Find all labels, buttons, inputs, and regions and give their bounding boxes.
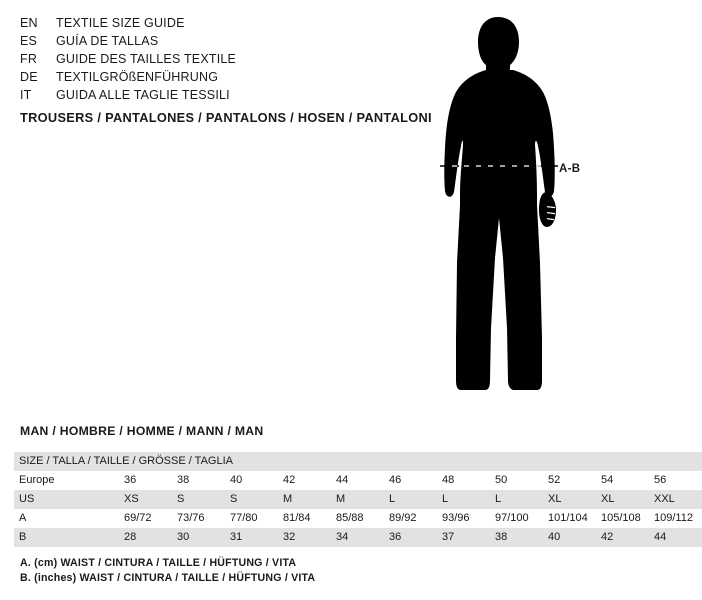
row-label-us: US (19, 493, 35, 505)
silhouette-figure (400, 8, 600, 408)
size-table (14, 452, 702, 547)
language-text-fr: GUIDE DES TAILLES TEXTILE (56, 52, 237, 66)
measure-label-ab: A-B (559, 163, 581, 175)
cell: XL (601, 493, 615, 505)
language-code-es: ES (20, 34, 38, 48)
cell (596, 452, 649, 471)
cell: 38 (177, 474, 190, 486)
cell (384, 452, 437, 471)
cell: 34 (336, 531, 349, 543)
cell: 101/104 (548, 512, 588, 524)
cell: 40 (548, 531, 561, 543)
cell: 42 (283, 474, 296, 486)
cell (490, 452, 543, 471)
cell: 40 (230, 474, 243, 486)
cell: L (442, 493, 449, 505)
row-label-europe: Europe (19, 474, 55, 486)
cell (331, 452, 384, 471)
cell (543, 452, 596, 471)
cell: XS (124, 493, 139, 505)
cell: XXL (654, 493, 675, 505)
cell: 89/92 (389, 512, 417, 524)
language-code-en: EN (20, 16, 38, 30)
cell: 44 (654, 531, 667, 543)
footnote-b: B. (inches) WAIST / CINTURA / TAILLE / HÜFTUNG / VITA (20, 572, 316, 584)
cell: 52 (548, 474, 561, 486)
cell: 32 (283, 531, 296, 543)
language-code-fr: FR (20, 52, 38, 66)
row-label-a: A (19, 512, 27, 524)
cell: 48 (442, 474, 455, 486)
cell: 109/112 (654, 512, 693, 524)
cell: 54 (601, 474, 614, 486)
cell: L (389, 493, 396, 505)
cell: 28 (124, 531, 137, 543)
cell (278, 452, 331, 471)
row-label-size: SIZE / TALLA / TAILLE / GRÖSSE / TAGLIA (19, 455, 233, 467)
table-row (14, 528, 702, 547)
cell: 56 (654, 474, 667, 486)
cell: 93/96 (442, 512, 470, 524)
cell: 69/72 (124, 512, 152, 524)
footnote-a: A. (cm) WAIST / CINTURA / TAILLE / HÜFTUNG / VITA (20, 557, 297, 569)
cell (649, 452, 702, 471)
cell: 36 (124, 474, 137, 486)
table-section-title: MAN / HOMBRE / HOMME / MANN / MAN (20, 424, 264, 438)
cell: 73/76 (177, 512, 205, 524)
cell: S (230, 493, 238, 505)
language-header-block (20, 16, 360, 106)
language-code-de: DE (20, 70, 38, 84)
footnotes-block (20, 556, 315, 586)
cell: 31 (230, 531, 243, 543)
language-text-es: GUÍA DE TALLAS (56, 34, 159, 48)
cell: 46 (389, 474, 402, 486)
cell: 105/108 (601, 512, 641, 524)
language-code-it: IT (20, 88, 32, 102)
cell: 97/100 (495, 512, 529, 524)
cell: 81/84 (283, 512, 311, 524)
man-silhouette-icon (400, 8, 600, 408)
cell: 37 (442, 531, 455, 543)
cell: XL (548, 493, 562, 505)
language-row-es (20, 34, 360, 52)
cell: 30 (177, 531, 190, 543)
cell: 85/88 (336, 512, 364, 524)
cell: 38 (495, 531, 508, 543)
row-label-b: B (19, 531, 27, 543)
language-text-de: TEXTILGRÖßENFÜHRUNG (56, 70, 219, 84)
language-row-en (20, 16, 360, 34)
language-row-fr (20, 52, 360, 70)
category-title: TROUSERS / PANTALONES / PANTALONS / HOSEN / PANTALONI (20, 110, 432, 125)
language-text-en: TEXTILE SIZE GUIDE (56, 16, 185, 30)
table-row (14, 490, 702, 509)
table-row (14, 471, 702, 490)
table-row (14, 452, 702, 471)
cell: 50 (495, 474, 508, 486)
language-row-de (20, 70, 360, 88)
cell: 42 (601, 531, 614, 543)
cell: L (495, 493, 502, 505)
cell (437, 452, 490, 471)
cell: M (336, 493, 346, 505)
cell: 36 (389, 531, 402, 543)
cell: S (177, 493, 185, 505)
language-row-it (20, 88, 360, 106)
cell: 44 (336, 474, 349, 486)
cell: M (283, 493, 293, 505)
cell: 77/80 (230, 512, 258, 524)
language-text-it: GUIDA ALLE TAGLIE TESSILI (56, 88, 230, 102)
table-row (14, 509, 702, 528)
